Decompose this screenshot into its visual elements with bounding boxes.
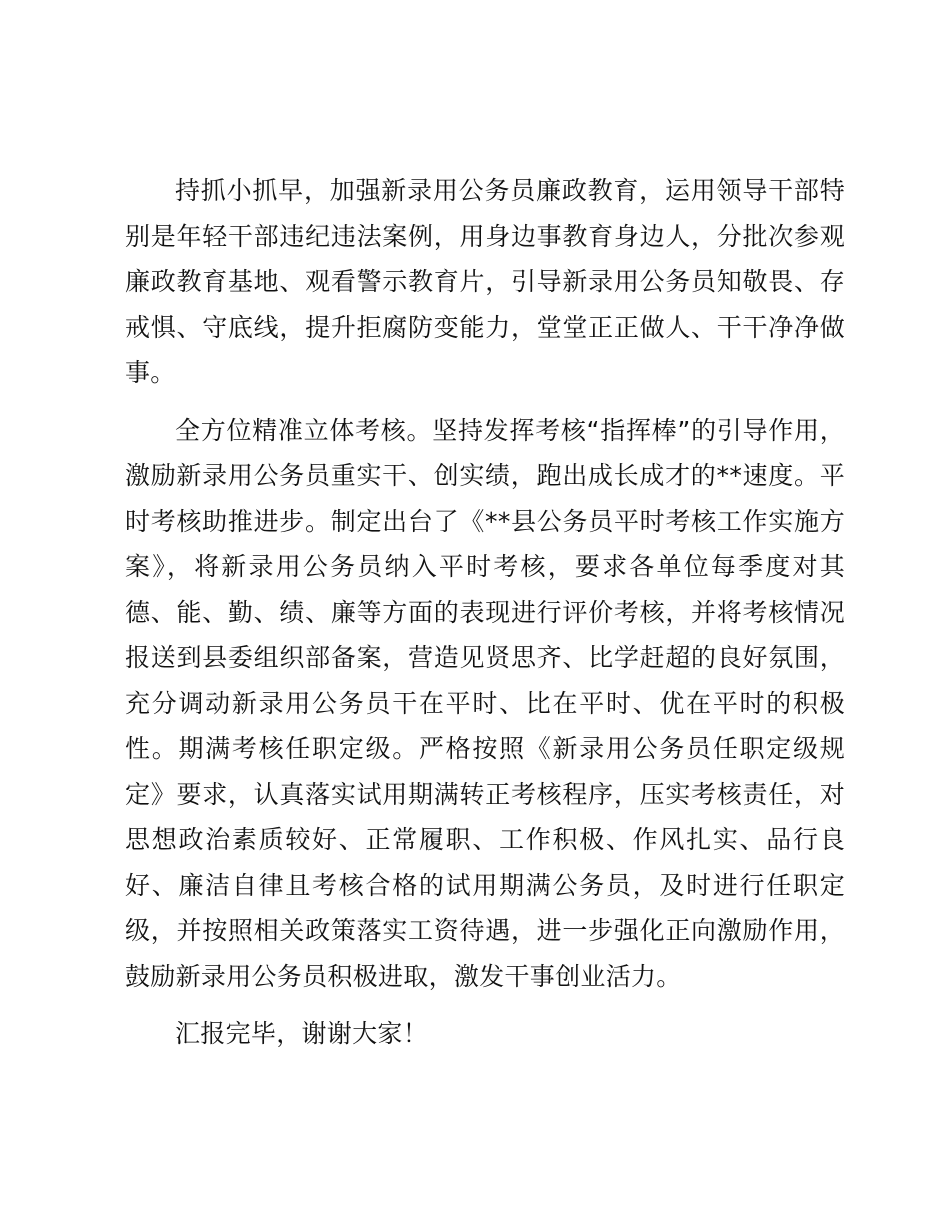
document-body [125,168,845,1069]
paragraph-assessment: 全方位精准立体考核。坚持发挥考核“指挥棒”的引导作用，激励新录用公务员重实干、创实绩，跑出成长成才的**速度。平时考核助推进步。制定出台了《**县公务员平时考核工作实施方案》，将新录用公务员纳入平时考核，要求各单位每季度对其德、能、勤、绩、廉等方面的表现进行评价考核，并将考核情况报送到县委组织部备案，营造见贤思齐、比学赶超的良好氛围，充分调动新录用公务员干在平时、比在平时、优在平时的积极性。期满考核任职定级。严格按照《新录用公务员任职定级规定》要求，认真落实试用期满转正考核程序，压实考核责任，对思想政治素质较好、正常履职、工作积极、作风扎实、品行良好、廉洁自律且考核合格的试用期满公务员，及时进行任职定级，并按照相关政策落实工资待遇，进一步强化正向激励作用，鼓励新录用公务员积极进取，激发干事创业活力。 [125,415,845,991]
paragraph-integrity-education: 持抓小抓早，加强新录用公务员廉政教育，运用领导干部特别是年轻干部违纪违法案例，用身边事教育身边人，分批次参观廉政教育基地、观看警示教育片，引导新录用公务员知敬畏、存戒惧、守底线，提升拒腐防变能力，堂堂正正做人、干干净净做事。 [125,176,845,387]
paragraph-closing: 汇报完毕，谢谢大家！ [175,1019,429,1048]
